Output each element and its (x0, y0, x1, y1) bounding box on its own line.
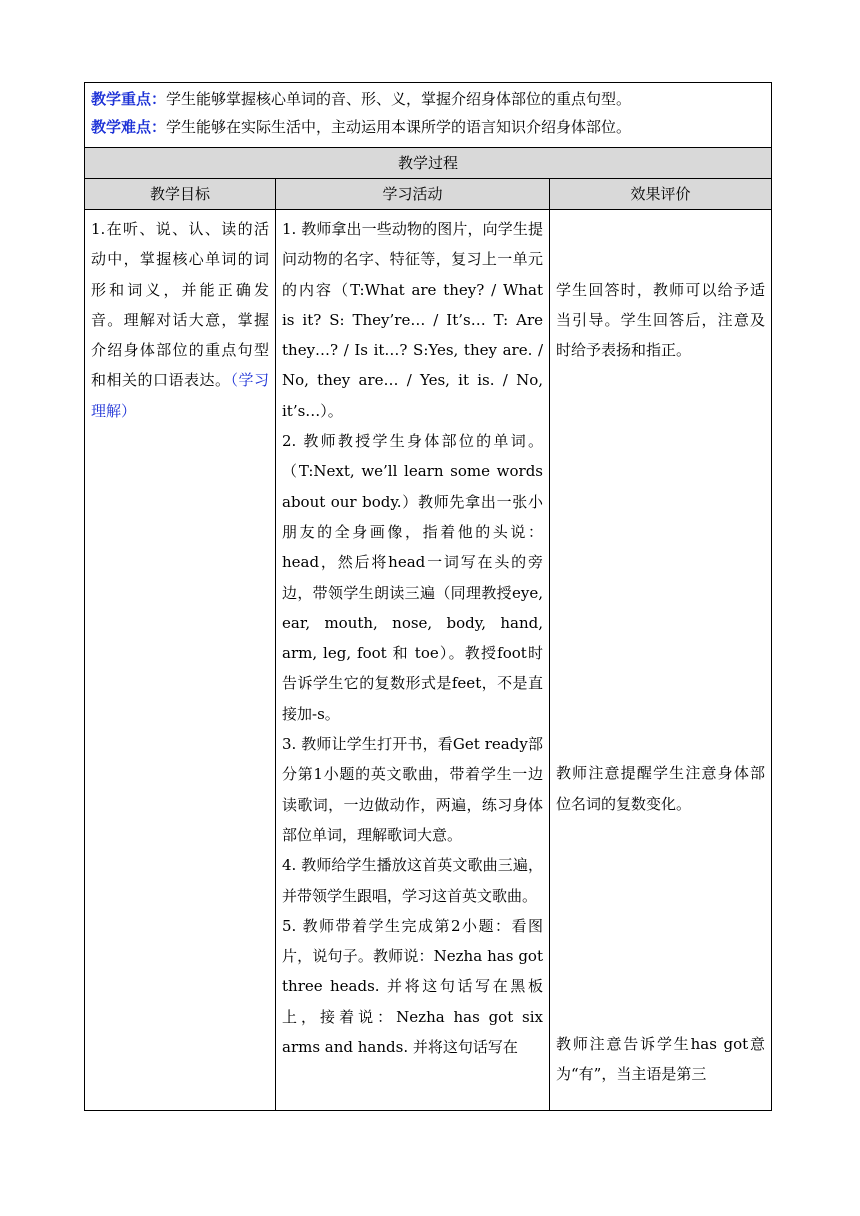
teaching-difficulty (91, 113, 765, 141)
focus-row (85, 83, 772, 148)
spacer (556, 244, 765, 274)
activities-cell (276, 210, 550, 1111)
header-row (85, 179, 772, 210)
evaluation-cell (550, 210, 772, 1111)
spacer (556, 365, 765, 758)
activity-item: 4. 教师给学生播放这首英文歌曲三遍，并带领学生跟唱，学习这首英文歌曲。 (282, 856, 543, 905)
difficulty-text: 学生能够在实际生活中，主动运用本课所学的语言知识介绍身体部位。 (166, 118, 632, 136)
header-objective: 教学目标 (85, 179, 276, 210)
activity-item: 2. 教师教授学生身体部位的单词。（T:Next, we’ll learn some words about our body.）教师先拿出一张小朋友的全身画像，指着他的头说：head，然后将head一词写在头的旁边，带领学生朗读三遍（同理教授eye, ear, mouth, nose, body, hand, arm, leg, foot 和 toe）。教授foot时告诉学生它的复数形式是feet，不是直接加-s。 (282, 432, 543, 723)
activity-item: 5. 教师带着学生完成第2小题：看图片，说句子。教师说：Nezha has got three heads. 并将这句话写在黑板上，接着说：Nezha has got six arms and hands. 并将这句话写在 (282, 916, 543, 1057)
activity-item: 1. 教师拿出一些动物的图片，向学生提问动物的名字、特征等，复习上一单元的内容（T:What are they? / What is it? S: They’re… / It’s… T: Are they…? / Is it…? S:Yes, they are. / No, they are… / Yes, it is. / No, it’s…）。 (282, 220, 543, 420)
header-evaluation: 效果评价 (550, 179, 772, 210)
activity-item: 3. 教师让学生打开书，看Get ready部分第1小题的英文歌曲，带着学生一边读歌词，一边做动作，两遍，练习身体部位单词，理解歌词大意。 (282, 735, 543, 844)
process-title-row (85, 148, 772, 179)
focus-cell (85, 83, 772, 148)
objective-cell (85, 210, 276, 1111)
lesson-plan-table (84, 82, 772, 1111)
key-point-text: 学生能够掌握核心单词的音、形、义，掌握介绍身体部位的重点句型。 (166, 90, 632, 108)
evaluation-item: 教师注意告诉学生has got意为“有”，当主语是第三 (556, 1035, 765, 1084)
objective-tag: （学习理解） (91, 371, 269, 420)
teaching-key-point (91, 85, 765, 113)
spacer (556, 819, 765, 1029)
process-title: 教学过程 (85, 148, 772, 179)
evaluation-item: 教师注意提醒学生注意身体部位名词的复数变化。 (556, 764, 765, 813)
difficulty-label: 教学难点： (91, 118, 167, 136)
content-row (85, 210, 772, 1111)
evaluation-item: 学生回答时，教师可以给予适当引导。学生回答后，注意及时给予表扬和指正。 (556, 280, 765, 360)
spacer (556, 214, 765, 244)
header-activities: 学习活动 (276, 179, 550, 210)
objective-text: 1.在听、说、认、读的活动中，掌握核心单词的词形和词义，并能正确发音。理解对话大意，掌握介绍身体部位的重点句型和相关的口语表达。 (91, 220, 269, 390)
key-point-label: 教学重点： (91, 90, 167, 108)
